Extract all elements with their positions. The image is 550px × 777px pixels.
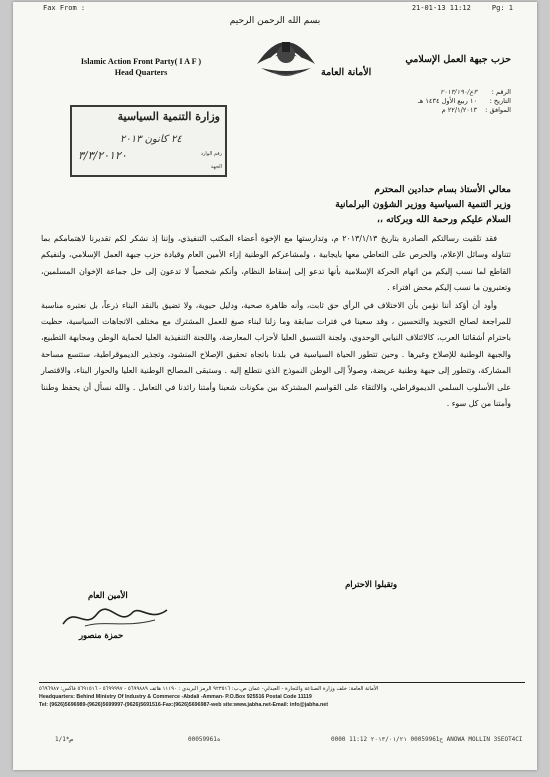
headquarters-english: Head Quarters (114, 68, 168, 77)
party-name-english: Islamic Action Front Party( I A F ) (80, 57, 202, 66)
footer-divider (39, 682, 525, 683)
stamp-date: ٢٤ كانون ٢٠١٣ (120, 134, 182, 145)
footer (39, 685, 525, 709)
ref-number-value: ٣ع/٢٠١٣/١٩٠ (440, 88, 477, 96)
ref-number-label: الرقم : (491, 88, 511, 96)
letter-body (41, 182, 511, 412)
letterhead-english (41, 56, 241, 78)
addressee-title: وزير التنمية السياسية ووزير الشؤون البرلمانية (335, 199, 511, 210)
signatory-name: حمزة منصور (79, 630, 124, 640)
fax-page (13, 2, 537, 770)
transmission-code-right: ح00059961 ٢٠١٣/٠١/٢١ 11:12 0000 ANOWA MOLLIN 3SEOT4CI (331, 736, 523, 743)
ministry-stamp (70, 105, 227, 177)
reference-block (291, 88, 511, 115)
stamp-side-label: الجهة (210, 164, 222, 170)
transmission-code-left: 1/1*ص (55, 736, 74, 743)
fax-page-label: Pg: (491, 4, 505, 12)
party-emblem-icon (251, 24, 321, 86)
fax-timestamp: 21-01-13 11:12 (411, 4, 471, 12)
footer-arabic-address: الأمانة العامة: خلف وزارة الصناعة والتجارة - العبدلي- عمان ص.ب: ٩٢٣٥١٦ الرمز البريدي : ١١١٩٠ هاتف ٥٦٩٩٨٨٩ - ٥٦٩٩٩٩٧ - ٥٦٩١٥١٦ فاكس: ٥٦٩٦٩٨٧ (39, 686, 379, 692)
basmala: بسم الله الرحمن الرحيم (229, 16, 321, 26)
fax-page-number: 1 (508, 4, 513, 12)
paragraph-1: فقد تلقيت رسالتكم الصادرة بتاريخ ٢٠١٣/١/١٣ م، وتدارستها مع الإخوة أعضاء المكتب التنفيذي، وإننا إذ نشكر لكم تقديرنا لاهتمامكم بما تتناوله وسائل الإعلام، والحرص على التعاطي معها بايجابية ، ولمشاعركم الوطنية إزاء الأمين العام وقيادة حزب جبهة العمل الإسلامي، ولنفيكم القاطع لما نسب إليكم من اتهام الحركة الإسلامية بأنها تدعو إلى إسقاط النظام، وأنكم شخصياً لا تدعون إلى حل جماعة الإخوان المسلمين، وتعتبرون ما نسب إليكم محض افتراء . (41, 234, 511, 293)
headquarters-arabic: الأمانة العامة (321, 67, 372, 78)
footer-contact: Tel: (9626)5696989-(9626)5699997-(9626)5691516-Fax:(9626)5696987-web site:www.jabha.net-Email: info@jabha.net (39, 702, 328, 708)
party-name-arabic: حزب جبهة العمل الإسلامي (405, 54, 511, 65)
letterhead-arabic (321, 53, 511, 79)
addressee: معالي الأستاذ بسام حدادين المحترم (374, 184, 511, 195)
stamp-number: ٣/٣/٢٠١٢٠ (78, 149, 127, 162)
ref-date-value: ١٠ ربيع الأول ١٤٣٤ هـ (417, 97, 477, 105)
closing-line: وتقبلوا الاحترام (345, 579, 397, 589)
stamp-number-label: رقم الوارد (200, 151, 222, 157)
signatory-title: الأمين العام (88, 590, 128, 600)
ref-corr-label: الموافق : (485, 106, 511, 114)
transmission-code-middle: 00059961ه (188, 736, 221, 743)
stamp-title: وزارة التنمية السياسية (117, 110, 220, 123)
greeting: السلام عليكم ورحمة الله وبركاته ،، (377, 214, 511, 225)
fax-header-info (412, 4, 513, 12)
ref-date-label: التاريخ : (489, 97, 511, 105)
footer-english-address: Headquarters: Behind Ministry Of Industry & Commerce -Abdali -Amman- P.O.Box 925516 Postal Code 11119 (39, 694, 312, 700)
ref-corr-value: ٢٢/١/٢٠١٣ م (441, 106, 477, 114)
fax-from-label: Fax From : (43, 4, 86, 12)
paragraph-2: وأود أن أؤكد أننا نؤمن بأن الاختلاف في الرأي حق ثابت، وأنه ظاهرة صحية، ودليل حيوية، ولا تضيق بالنقد البناء ذرعاً، بل نعتبره مناسبة للمراجعة لصالح التجويد والتحسين ، وقد سعينا في فترات سابقة وما زلنا لبناء صيغ للعمل المشترك مع مختلف الاتجاهات السياسية، حظيت باحترام أشقائنا العرب، كالائتلاف النيابي الوحدوي، ولجنة التنسيق العليا لأحزاب المعارضة، واللجنة التنفيذية العليا لحماية الوطن ومجابهة التطبيع، والجبهة الوطنية للإصلاح وغيرها . وحين تتطور الحياة السياسية في بلدنا باتجاه تحقيق الإصلاح المنشود، وتجذير الديموقراطية، ستتسع مساحة المشاركة، وتتطور إلى جبهة وطنية عريضة، وصولاً إلى الوطن النموذج الذي نتطلع إليه . وستبقى المصالح الوطنية العليا والحوار البناء، والاقتصار على الأسلوب السلمي الديموقراطي، والالتقاء على القواسم المشتركة بين مكونات شعبنا وأمتنا رائدنا في التعامل . والله نسأل أن يحفظ وطننا وأمتنا من كل سوء . (41, 300, 511, 409)
